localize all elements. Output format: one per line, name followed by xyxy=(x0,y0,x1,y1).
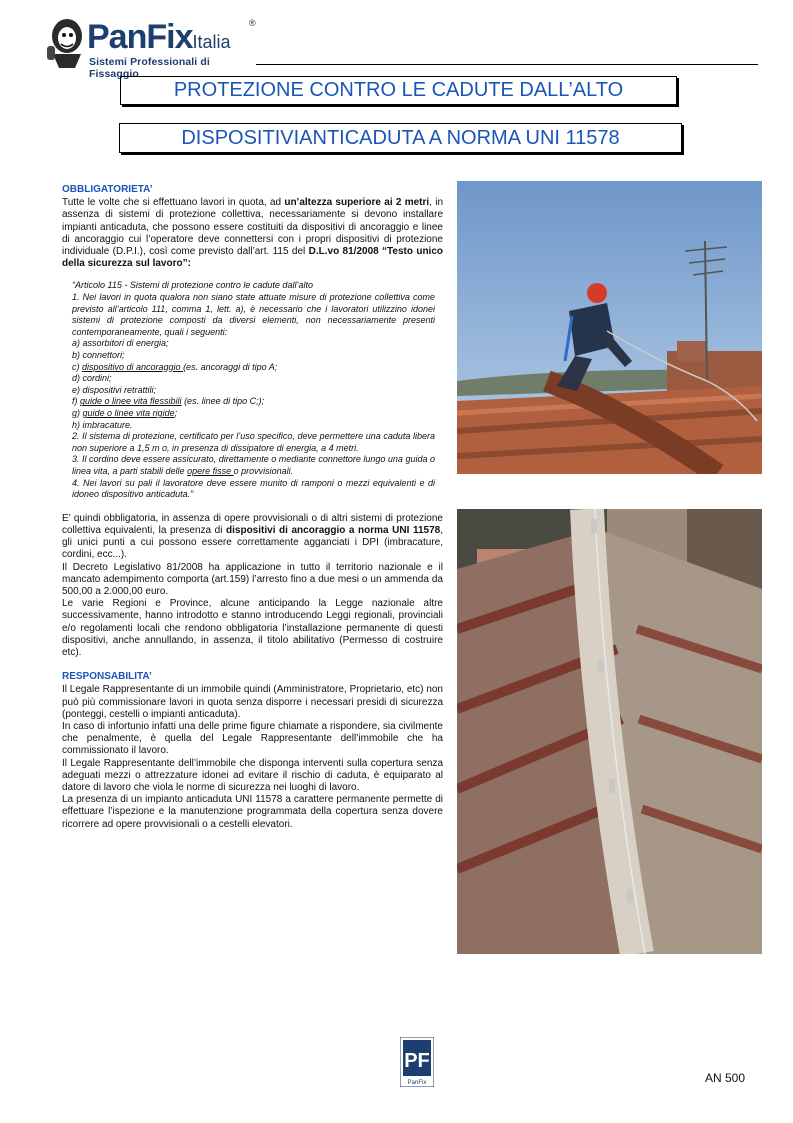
document-code: AN 500 xyxy=(705,1071,746,1085)
roof-worker-illustration xyxy=(457,181,762,474)
section-heading-responsabilita: RESPONSABILITA’ xyxy=(62,671,152,683)
registered-mark: ® xyxy=(249,18,256,28)
quote-item: h) imbracature. xyxy=(72,419,133,430)
paragraph: Le varie Regioni e Province, alcune anticipando la Legge nazionale altre successivamente, hanno introdotto e stanno introducendo Leggi regionali, provinciali e/o regolamenti locali che rendono obbligatoria l’installazione permanente di questi dispositivi, anche annullando, in assenza, il titolo abilitativo (Permesso di costruire etc). xyxy=(62,598,443,658)
quote-comma-1: 1. Nei lavori in quota qualora non siano state attuate misure di protezione collettiva come previsto all’articolo 111, comma 1, lett. a), è necessario che i lavoratori utilizzino idonei sistemi di protezione composti da diversi elementi, non necessariamente presenti contemporaneamente, quali i seguenti: xyxy=(72,292,435,337)
quote-comma-3: 3. Il cordino deve essere assicurato, direttamente o mediante connettore lungo una guida o linea vita, a parti stabili delle opere fisse o provvisionali. xyxy=(72,454,435,476)
brand-name: PanFixItalia xyxy=(87,18,231,56)
paragraph: Il Decreto Legislativo 81/2008 ha applicazione in tutto il territorio nazionale e il mancato adempimento comporta (art.159) l’arresto fino a due mesi o un ammenda da 500,00 a 2.000,00 euro. xyxy=(62,561,443,597)
panfix-mark-icon xyxy=(400,1037,434,1087)
quote-item: b) connettori; xyxy=(72,349,125,360)
paragraph: Tutte le volte che si effettuano lavori in quota, ad un’altezza superiore ai 2 metri, in assenza di sistemi di protezione collettiva, necessariamente si devono installare impianti anticaduta, che possono essere costituiti da dispositivi di ancoraggio e linee di ancoraggio cui l’operatore deve connettersi con i propri dispositivi di protezione individuale (D.P.I.), così come previsto dall’art. 115 del D.L.vo 81/2008 “Testo unico della sicurezza sul lavoro”: xyxy=(62,197,444,270)
paragraph: La presenza di un impianto anticaduta UNI 11578 a carattere permanente permette di effettuare l’ispezione e la manutenzione programmata della copertura senza dovere ricorrere ad opere provvisionali o a cestelli elevatori. xyxy=(62,794,443,830)
footer-logo xyxy=(400,1037,434,1087)
quote-item: e) dispositivi retrattili; xyxy=(72,384,157,395)
paragraph: In caso di infortunio infatti una delle prime figure chiamate a rispondere, sia civilmente che penalmente, è quella del Legale Rappresentante dell’immobile che ha commissionato il lavoro. xyxy=(62,720,443,757)
header-rule xyxy=(256,64,758,65)
section-heading-obbligatorieta: OBBLIGATORIETA’ xyxy=(62,184,153,195)
brand-tagline: Sistemi Professionali di Fissaggio xyxy=(89,56,210,80)
paragraph: Il Legale Rappresentante di un immobile quindi (Amministratore, Proprietario, etc) non può più commissionare lavori in quota senza disporre i necessari presidi di sicurezza (ponteggi, cestelli o impianti anticaduta). xyxy=(62,684,443,720)
roof-anchor-illustration xyxy=(457,509,762,954)
quote-item: g) guide o linee vita rigide; xyxy=(72,407,178,418)
article-quote xyxy=(72,280,435,500)
footer-logo-small: PanFix xyxy=(407,1080,427,1086)
quote-comma-2: 2. Il sistema di protezione, certificato per l’uso specifico, deve permettere una caduta libera non superiore a 1,5 m o, in presenza di dissipatore di energia, a 4 metri. xyxy=(72,431,435,453)
mascot-logo-icon xyxy=(45,16,89,70)
text-column xyxy=(62,184,443,831)
quote-comma-4: 4. Nei lavori su pali il lavoratore deve essere munito di ramponi o mezzi equivalenti e di idoneo dispositivo anticaduta.” xyxy=(72,477,435,500)
quote-item: c) dispositivo di ancoraggio (es. ancoraggi di tipo A; xyxy=(72,361,278,372)
quote-item: a) assorbitori di energia; xyxy=(72,338,169,349)
page-subtitle: DISPOSITIVIANTICADUTA A NORMA UNI 11578 xyxy=(119,123,682,153)
quote-item: f) guide o linee vita flessibili (es. linee di tipo C;); xyxy=(72,396,265,407)
photo-worker-on-roof xyxy=(457,181,762,474)
paragraph: E’ quindi obbligatoria, in assenza di opere provvisionali o di altri sistemi di protezione collettiva equivalenti, la presenza di dispositivi di ancoraggio a norma UNI 11578, gli unici punti a cui possono essere correttamente agganciati i DPI (imbracature, cordini, ecc...). xyxy=(62,512,443,561)
page-title: PROTEZIONE CONTRO LE CADUTE DALL’ALTO xyxy=(120,76,677,105)
footer-logo-text: PF xyxy=(404,1050,430,1072)
panfix-logo xyxy=(45,14,260,80)
quote-item: d) cordini; xyxy=(72,373,112,384)
photo-roof-anchor-line xyxy=(457,509,762,954)
paragraph: Il Legale Rappresentante dell’immobile che disponga interventi sulla copertura senza adeguati mezzi o attrezzature idonei ad evitare il rischio di caduta, è equiparato al datore di lavoro che viola le norme di sicurezza nei luoghi di lavoro. xyxy=(62,757,443,793)
quote-title: “Articolo 115 - Sistemi di protezione contro le cadute dall’alto xyxy=(72,280,313,291)
